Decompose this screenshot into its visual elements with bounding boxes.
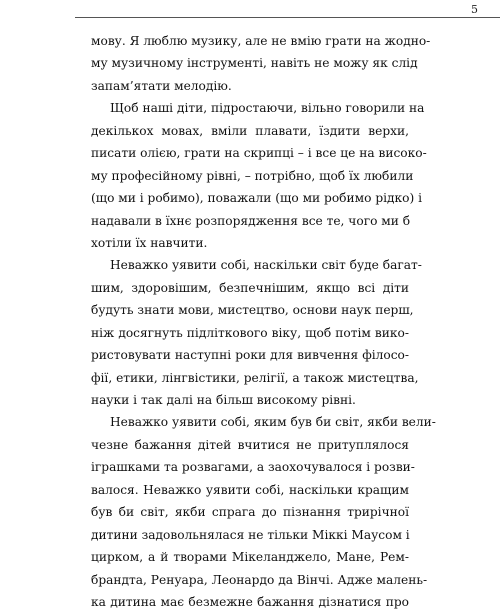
text-line: брандта, Ренуара, Леонардо да Вінчі. Адже малень- [91, 572, 428, 587]
text-line: Неважко уявити собі, наскільки світ буде багат- [110, 258, 422, 273]
text-line: хотіли їх навчити. [91, 235, 208, 250]
text-line: ніж досягнуть підліткового віку, щоб потім вико- [91, 325, 409, 340]
text-line: фії, етики, лінгвістики, релігії, а також мистецтва, [91, 370, 419, 385]
text-line: му музичному інструменті, навіть не можу як слід [91, 56, 418, 71]
page-number: 5 [471, 3, 478, 16]
text-line: науки і так далі на більш високому рівні. [91, 393, 356, 407]
text-line: ка дитина має безмежне бажання дізнатися про [91, 594, 409, 609]
text-line: валося. Неважко уявити собі, наскільки кращим [91, 482, 409, 497]
header-rule [75, 17, 500, 18]
text-line: (що ми і робимо), поважали (що ми робимо рідко) і [91, 191, 423, 206]
text-line: надавали в їхнє розпорядження все те, чого ми б [91, 213, 411, 228]
text-line: му професійному рівні, – потрібно, щоб їх любили [91, 168, 414, 183]
body-text [91, 30, 436, 613]
text-line: писати олією, грати на скрипці – і все це на високо- [91, 146, 427, 161]
text-line: іграшками та розвагами, а заохочувалося і розви- [91, 460, 415, 475]
text-line: дитини задовольнялася не тільки Міккі Маусом і [91, 527, 410, 542]
text-line: декількох мовах, вміли плавати, їздити верхи, [91, 123, 409, 138]
text-line: був би світ, якби спрага до пізнання трирічної [91, 505, 409, 520]
text-line: мову. Я люблю музику, але не вмію грати на жодно- [91, 34, 431, 48]
text-line: шим, здоровішим, безпечнішим, якщо всі діти [91, 280, 409, 295]
text-line: Неважко уявити собі, яким був би світ, якби вели- [110, 415, 436, 430]
text-line: ристовувати наступні роки для вивчення філосо- [91, 348, 409, 363]
text-line: запам’ятати мелодію. [91, 78, 232, 93]
text-line: цирком, а й творами Мікеланджело, Мане, Рем- [91, 550, 409, 565]
text-line: Щоб наші діти, підростаючи, вільно говорили на [110, 101, 425, 116]
text-line: будуть знати мови, мистецтво, основи наук перш, [91, 303, 414, 318]
text-line: чезне бажання дітей вчитися не притуплялося [91, 437, 409, 452]
